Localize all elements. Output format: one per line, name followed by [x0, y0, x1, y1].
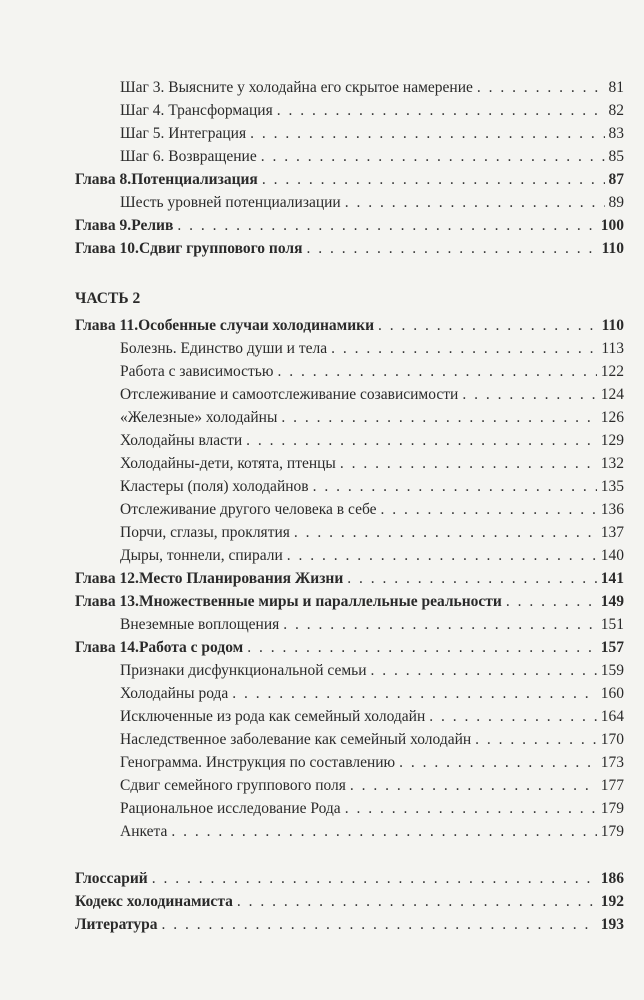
toc-leader-dots — [347, 568, 596, 590]
toc-entry-page: 81 — [608, 79, 624, 96]
toc-leader-dots — [345, 192, 605, 214]
toc-entry-page: 177 — [600, 777, 624, 794]
toc-leader-dots — [399, 752, 597, 774]
toc-entry — [120, 430, 624, 452]
toc-leader-dots — [152, 868, 597, 890]
toc-leader-dots — [429, 706, 597, 728]
toc-entry-title: Работа с родом — [138, 639, 244, 656]
toc-entry-title: Наследственное заболевание как семейный холодайн — [120, 731, 472, 748]
toc-chapter-number: Глава 9. — [75, 217, 132, 234]
toc-entry-title: Отслеживание другого человека в себе — [120, 501, 377, 518]
toc-entry-page: 164 — [600, 708, 624, 725]
toc-leader-dots — [294, 522, 597, 544]
toc-back-matter — [75, 914, 624, 936]
toc-entry — [120, 77, 624, 99]
toc-entry — [120, 192, 624, 214]
toc-leader-dots — [283, 614, 596, 636]
toc-chapter-number: Глава 14. — [75, 639, 139, 656]
toc-leader-dots — [475, 729, 597, 751]
toc-leader-dots — [287, 545, 597, 567]
toc-entry-page: 179 — [600, 823, 624, 840]
toc-entry-page: 89 — [608, 194, 624, 211]
toc-chapter — [75, 637, 624, 659]
toc-entry-title: Потенциализация — [131, 171, 258, 188]
toc-entry-title: Холодайны-дети, котята, птенцы — [120, 455, 336, 472]
toc-entry-page: 170 — [600, 731, 624, 748]
toc-leader-dots — [247, 637, 597, 659]
toc-entry-title: Отслеживание и самоотслеживание созависимости — [120, 386, 459, 403]
toc-leader-dots — [277, 361, 596, 383]
toc-entry-page: 193 — [600, 916, 624, 933]
toc-entry-title: Порчи, сглазы, проклятия — [120, 524, 290, 541]
toc-entry-page: 82 — [608, 102, 624, 119]
toc-chapter-number: Глава 12. — [75, 570, 139, 587]
toc-entry-page: 110 — [601, 240, 624, 257]
toc-entry — [120, 146, 624, 168]
toc-leader-dots — [371, 660, 597, 682]
toc-entry — [120, 660, 624, 682]
toc-entry-page: 126 — [600, 409, 624, 426]
toc-leader-dots — [381, 499, 597, 521]
toc-entry-title: Рациональное исследование Рода — [120, 800, 341, 817]
toc-entry — [120, 821, 624, 843]
toc-chapter-number: Глава 10. — [75, 240, 139, 257]
toc-leader-dots — [345, 798, 597, 820]
toc-leader-dots — [378, 315, 598, 337]
toc-entry-page: 186 — [600, 870, 624, 887]
toc-entry-page: 160 — [600, 685, 624, 702]
part-heading: ЧАСТЬ 2 — [75, 290, 141, 307]
toc-entry — [120, 361, 624, 383]
toc-entry-page: 110 — [601, 317, 624, 334]
toc-entry — [120, 706, 624, 728]
toc-entry — [120, 752, 624, 774]
toc-entry-page: 141 — [600, 570, 624, 587]
toc-entry-page: 137 — [600, 524, 624, 541]
toc-leader-dots — [331, 338, 597, 360]
toc-entry — [120, 522, 624, 544]
toc-entry — [120, 338, 624, 360]
toc-entry-page: 179 — [600, 800, 624, 817]
toc-entry-title: Глоссарий — [75, 870, 148, 887]
toc-entry — [120, 407, 624, 429]
toc-leader-dots — [237, 891, 597, 913]
toc-leader-dots — [177, 215, 596, 237]
toc-chapter — [75, 215, 624, 237]
toc-leader-dots — [262, 169, 605, 191]
toc-entry-title: Внеземные воплощения — [120, 616, 280, 633]
toc-leader-dots — [281, 407, 596, 429]
toc-leader-dots — [350, 775, 597, 797]
toc-entry-title: Холодайны рода — [120, 685, 229, 702]
toc-entry — [120, 614, 624, 636]
toc-leader-dots — [477, 77, 605, 99]
toc-entry — [120, 683, 624, 705]
toc-entry-title: Шаг 3. Выясните у холодайна его скрытое намерение — [120, 79, 473, 96]
toc-leader-dots — [340, 453, 597, 475]
toc-entry-title: Дыры, тоннели, спирали — [120, 547, 283, 564]
toc-entry-title: Сдвиг группового поля — [138, 240, 303, 257]
toc-entry-page: 132 — [600, 455, 624, 472]
toc-entry — [120, 729, 624, 751]
toc-entry-page: 87 — [608, 171, 624, 188]
toc-entry-title: Работа с зависимостью — [120, 363, 274, 380]
toc-entry — [120, 499, 624, 521]
toc-chapter-number: Глава 8. — [75, 171, 132, 188]
toc-entry-page: 135 — [600, 478, 624, 495]
toc-chapter — [75, 568, 624, 590]
toc-entry-title: Кластеры (поля) холодайнов — [120, 478, 309, 495]
toc-back-matter — [75, 868, 624, 890]
toc-back-matter — [75, 891, 624, 913]
toc-entry-page: 140 — [600, 547, 624, 564]
toc-entry — [120, 453, 624, 475]
toc-entry-page: 149 — [600, 593, 624, 610]
toc-entry-page: 129 — [600, 432, 624, 449]
toc-entry-title: «Железные» холодайны — [120, 409, 278, 426]
toc-entry-title: Шаг 6. Возвращение — [120, 148, 257, 165]
toc-entry-page: 157 — [600, 639, 624, 656]
toc-entry — [120, 545, 624, 567]
toc-leader-dots — [462, 384, 596, 406]
toc-entry-title: Литература — [75, 916, 158, 933]
toc-chapter — [75, 238, 624, 260]
toc-leader-dots — [261, 146, 605, 168]
toc-chapter-number: Глава 11. — [75, 317, 139, 334]
toc-entry — [120, 100, 624, 122]
toc-entry-title: Анкета — [120, 823, 168, 840]
toc-entry-page: 113 — [601, 340, 624, 357]
toc-entry-title: Холодайны власти — [120, 432, 243, 449]
toc-chapter — [75, 315, 624, 337]
toc-leader-dots — [171, 821, 596, 843]
toc-entry-title: Релив — [131, 217, 174, 234]
toc-entry — [120, 123, 624, 145]
toc-entry-title: Шаг 5. Интеграция — [120, 125, 247, 142]
toc-entry — [120, 775, 624, 797]
toc-leader-dots — [250, 123, 604, 145]
toc-entry-page: 192 — [600, 893, 624, 910]
toc-entry-page: 173 — [600, 754, 624, 771]
toc-chapter-number: Глава 13. — [75, 593, 139, 610]
toc-entry-page: 85 — [608, 148, 624, 165]
toc-entry-title: Шаг 4. Трансформация — [120, 102, 273, 119]
toc-entry-title: Признаки дисфункциональной семьи — [120, 662, 367, 679]
toc-chapter — [75, 591, 624, 613]
toc-entry-page: 136 — [600, 501, 624, 518]
toc-leader-dots — [246, 430, 597, 452]
toc-chapter — [75, 169, 624, 191]
toc-entry-title: Сдвиг семейного группового поля — [120, 777, 346, 794]
toc-entry-page: 151 — [600, 616, 624, 633]
toc-entry-page: 83 — [608, 125, 624, 142]
toc-entry — [120, 476, 624, 498]
toc-leader-dots — [506, 591, 597, 613]
toc-leader-dots — [161, 914, 596, 936]
toc-entry-page: 100 — [600, 217, 624, 234]
toc-entry-title: Шесть уровней потенциализации — [120, 194, 341, 211]
toc-entry-title: Место Планирования Жизни — [138, 570, 344, 587]
toc-entry-title: Генограмма. Инструкция по составлению — [120, 754, 396, 771]
toc-leader-dots — [313, 476, 597, 498]
toc-entry-title: Множественные миры и параллельные реальности — [138, 593, 502, 610]
toc-entry — [120, 798, 624, 820]
toc-entry — [120, 384, 624, 406]
toc-entry-title: Особенные случаи холодинамики — [138, 317, 375, 334]
toc-leader-dots — [232, 683, 596, 705]
toc-leader-dots — [277, 100, 605, 122]
toc-entry-page: 159 — [600, 662, 624, 679]
toc-entry-title: Кодекс холодинамиста — [75, 893, 233, 910]
toc-entry-page: 122 — [600, 363, 624, 380]
toc-entry-title: Болезнь. Единство души и тела — [120, 340, 328, 357]
toc-entry-title: Исключенные из рода как семейный холодайн — [120, 708, 426, 725]
toc-entry-page: 124 — [600, 386, 624, 403]
toc-leader-dots — [306, 238, 597, 260]
